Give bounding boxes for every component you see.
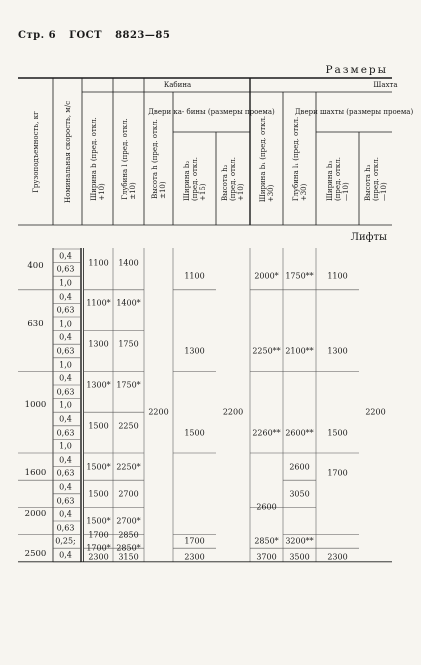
speed-value: 0,63	[56, 305, 75, 315]
cabin-door-width-value: 1300	[184, 346, 205, 356]
speed-value: 0,4	[59, 332, 72, 342]
shaft-door-width-value: 1700	[327, 468, 348, 478]
cabin-door-height-value: 2200	[222, 407, 244, 417]
shaft-width-value: 2000*	[254, 271, 279, 281]
header-cabin-depth: Глубина l (пред. откл. ±10)	[120, 117, 137, 200]
header-shaft-door: Двери шахты (размеры проема)	[294, 107, 414, 116]
cabin-width-value: 1500*	[86, 462, 111, 472]
cabin-depth-value: 2700*	[116, 516, 141, 526]
cabin-width-value: 1300*	[86, 380, 111, 390]
cabin-width-value: 2300	[88, 552, 109, 562]
header-shaft-depth: Глубина l₁ (пред. откл. +30)	[291, 116, 308, 201]
shaft-door-width-value: 1300	[327, 346, 348, 356]
speed-value: 0,4	[59, 373, 72, 383]
speed-value: 0,4	[59, 482, 72, 492]
cabin-height-value: 2200	[148, 407, 169, 417]
speed-value: 0,63	[56, 468, 75, 478]
header-cabin-height: Высота h (пред. откл. ±10)	[150, 118, 167, 199]
load-value: 400	[27, 260, 44, 271]
load-value: 1600	[24, 468, 47, 479]
standard-label: ГОСТ	[69, 30, 103, 41]
cabin-depth-value: 2850	[118, 530, 139, 540]
cabin-door-width-value: 2300	[184, 552, 205, 562]
cabin-door-width-value: 1100	[184, 271, 205, 281]
speed-value: 0,4	[59, 292, 72, 302]
sizes-title: Размеры	[325, 64, 388, 76]
cabin-door-width-value: 1700	[184, 536, 205, 546]
shaft-door-height-value: 2200	[365, 407, 386, 417]
cabin-depth-value: 2250*	[116, 462, 141, 472]
header-shaft-width: Ширина b₁ (пред. откл. +30)	[258, 115, 275, 202]
cabin-width-value: 1100	[88, 258, 109, 268]
shaft-depth-value: 2100**	[285, 346, 314, 356]
speed-value: 0,63	[56, 346, 75, 356]
cabin-depth-value: 3150	[118, 552, 139, 562]
cabin-width-value: 1500	[88, 489, 109, 499]
cabin-depth-value: 1750	[118, 339, 139, 349]
header-cabin-door-height: Высота h₂ (пред. откл. +10)	[221, 156, 245, 201]
shaft-depth-value: 3500	[289, 552, 310, 562]
shaft-depth-value: 3200**	[285, 536, 314, 546]
cabin-depth-value: 1750*	[116, 380, 141, 390]
shaft-door-width-value: 1100	[327, 271, 348, 281]
header-shaft-door-width: Ширина b₃ (пред. откл. —10)	[325, 156, 350, 201]
speed-value: 0,4	[59, 251, 72, 261]
speed-value: 0,4	[59, 455, 72, 465]
speed-value: 0,25;	[55, 536, 76, 546]
speed-value: 1,0	[59, 278, 72, 288]
header-load: Грузоподъемность, кг	[31, 110, 40, 193]
speed-value: 0,4	[59, 414, 72, 424]
load-value: 1000	[24, 400, 47, 411]
speed-value: 1,0	[59, 360, 72, 370]
shaft-depth-value: 2600	[289, 462, 310, 472]
header-speed: Номинальная скорость, м/с	[63, 100, 72, 203]
speed-value: 0,4	[59, 550, 72, 560]
cabin-width-value: 1700	[88, 530, 109, 540]
header-cabin-width: Ширина b (пред. откл. +10)	[89, 116, 106, 201]
cabin-door-width-value: 1500	[184, 428, 205, 438]
load-value: 630	[27, 318, 44, 329]
header-cabin: Кабина	[163, 80, 192, 89]
shaft-depth-value: 2600**	[285, 428, 314, 438]
shaft-width-value: 2850*	[254, 536, 279, 546]
cabin-depth-value: 2700	[118, 489, 139, 499]
shaft-width-value: 2260**	[252, 428, 281, 438]
header-cabin-door-width: Ширина b₂ (пред. откл. +15)	[182, 156, 207, 201]
shaft-door-width-value: 1500	[327, 428, 348, 438]
speed-value: 0,4	[59, 509, 72, 519]
speed-value: 1,0	[59, 319, 72, 329]
cabin-depth-value: 1400	[118, 258, 139, 268]
shaft-width-value: 2600	[256, 502, 277, 512]
cabin-width-value: 1500*	[86, 516, 111, 526]
speed-value: 0,63	[56, 264, 75, 274]
shaft-door-width-value: 2300	[327, 552, 348, 562]
speed-value: 1,0	[59, 400, 72, 410]
cabin-depth-value: 1400*	[116, 298, 141, 308]
shaft-width-value: 3700	[256, 552, 277, 562]
speed-value: 0,63	[56, 523, 75, 533]
page-number: Стр. 6	[18, 30, 57, 41]
speed-value: 0,63	[56, 496, 75, 506]
header-cabin-door: Двери ка- бины (размеры проема)	[148, 107, 275, 116]
cabin-width-value: 1500	[88, 421, 109, 431]
shaft-depth-value: 1750**	[285, 271, 314, 281]
shaft-width-value: 2250**	[252, 346, 281, 356]
speed-value: 0,63	[56, 428, 75, 438]
cabin-width-value: 1700*	[86, 543, 111, 553]
cabin-depth-value: 2250	[118, 421, 139, 431]
shaft-depth-value: 3050	[289, 489, 310, 499]
cabin-width-value: 1300	[88, 339, 109, 349]
load-value: 2000	[24, 509, 47, 520]
cabin-depth-value: 2850*	[116, 543, 141, 553]
cabin-width-value: 1100*	[86, 298, 111, 308]
header-shaft-door-height: Высота h₃ (пред. откл. —10)	[363, 156, 388, 201]
header-shaft: Шахта	[373, 80, 398, 89]
load-value: 2500	[24, 548, 47, 559]
lifts-title: Лифты	[350, 232, 387, 243]
speed-value: 0,63	[56, 387, 75, 397]
standard-number: 8823—85	[115, 30, 171, 41]
speed-value: 1,0	[59, 441, 72, 451]
